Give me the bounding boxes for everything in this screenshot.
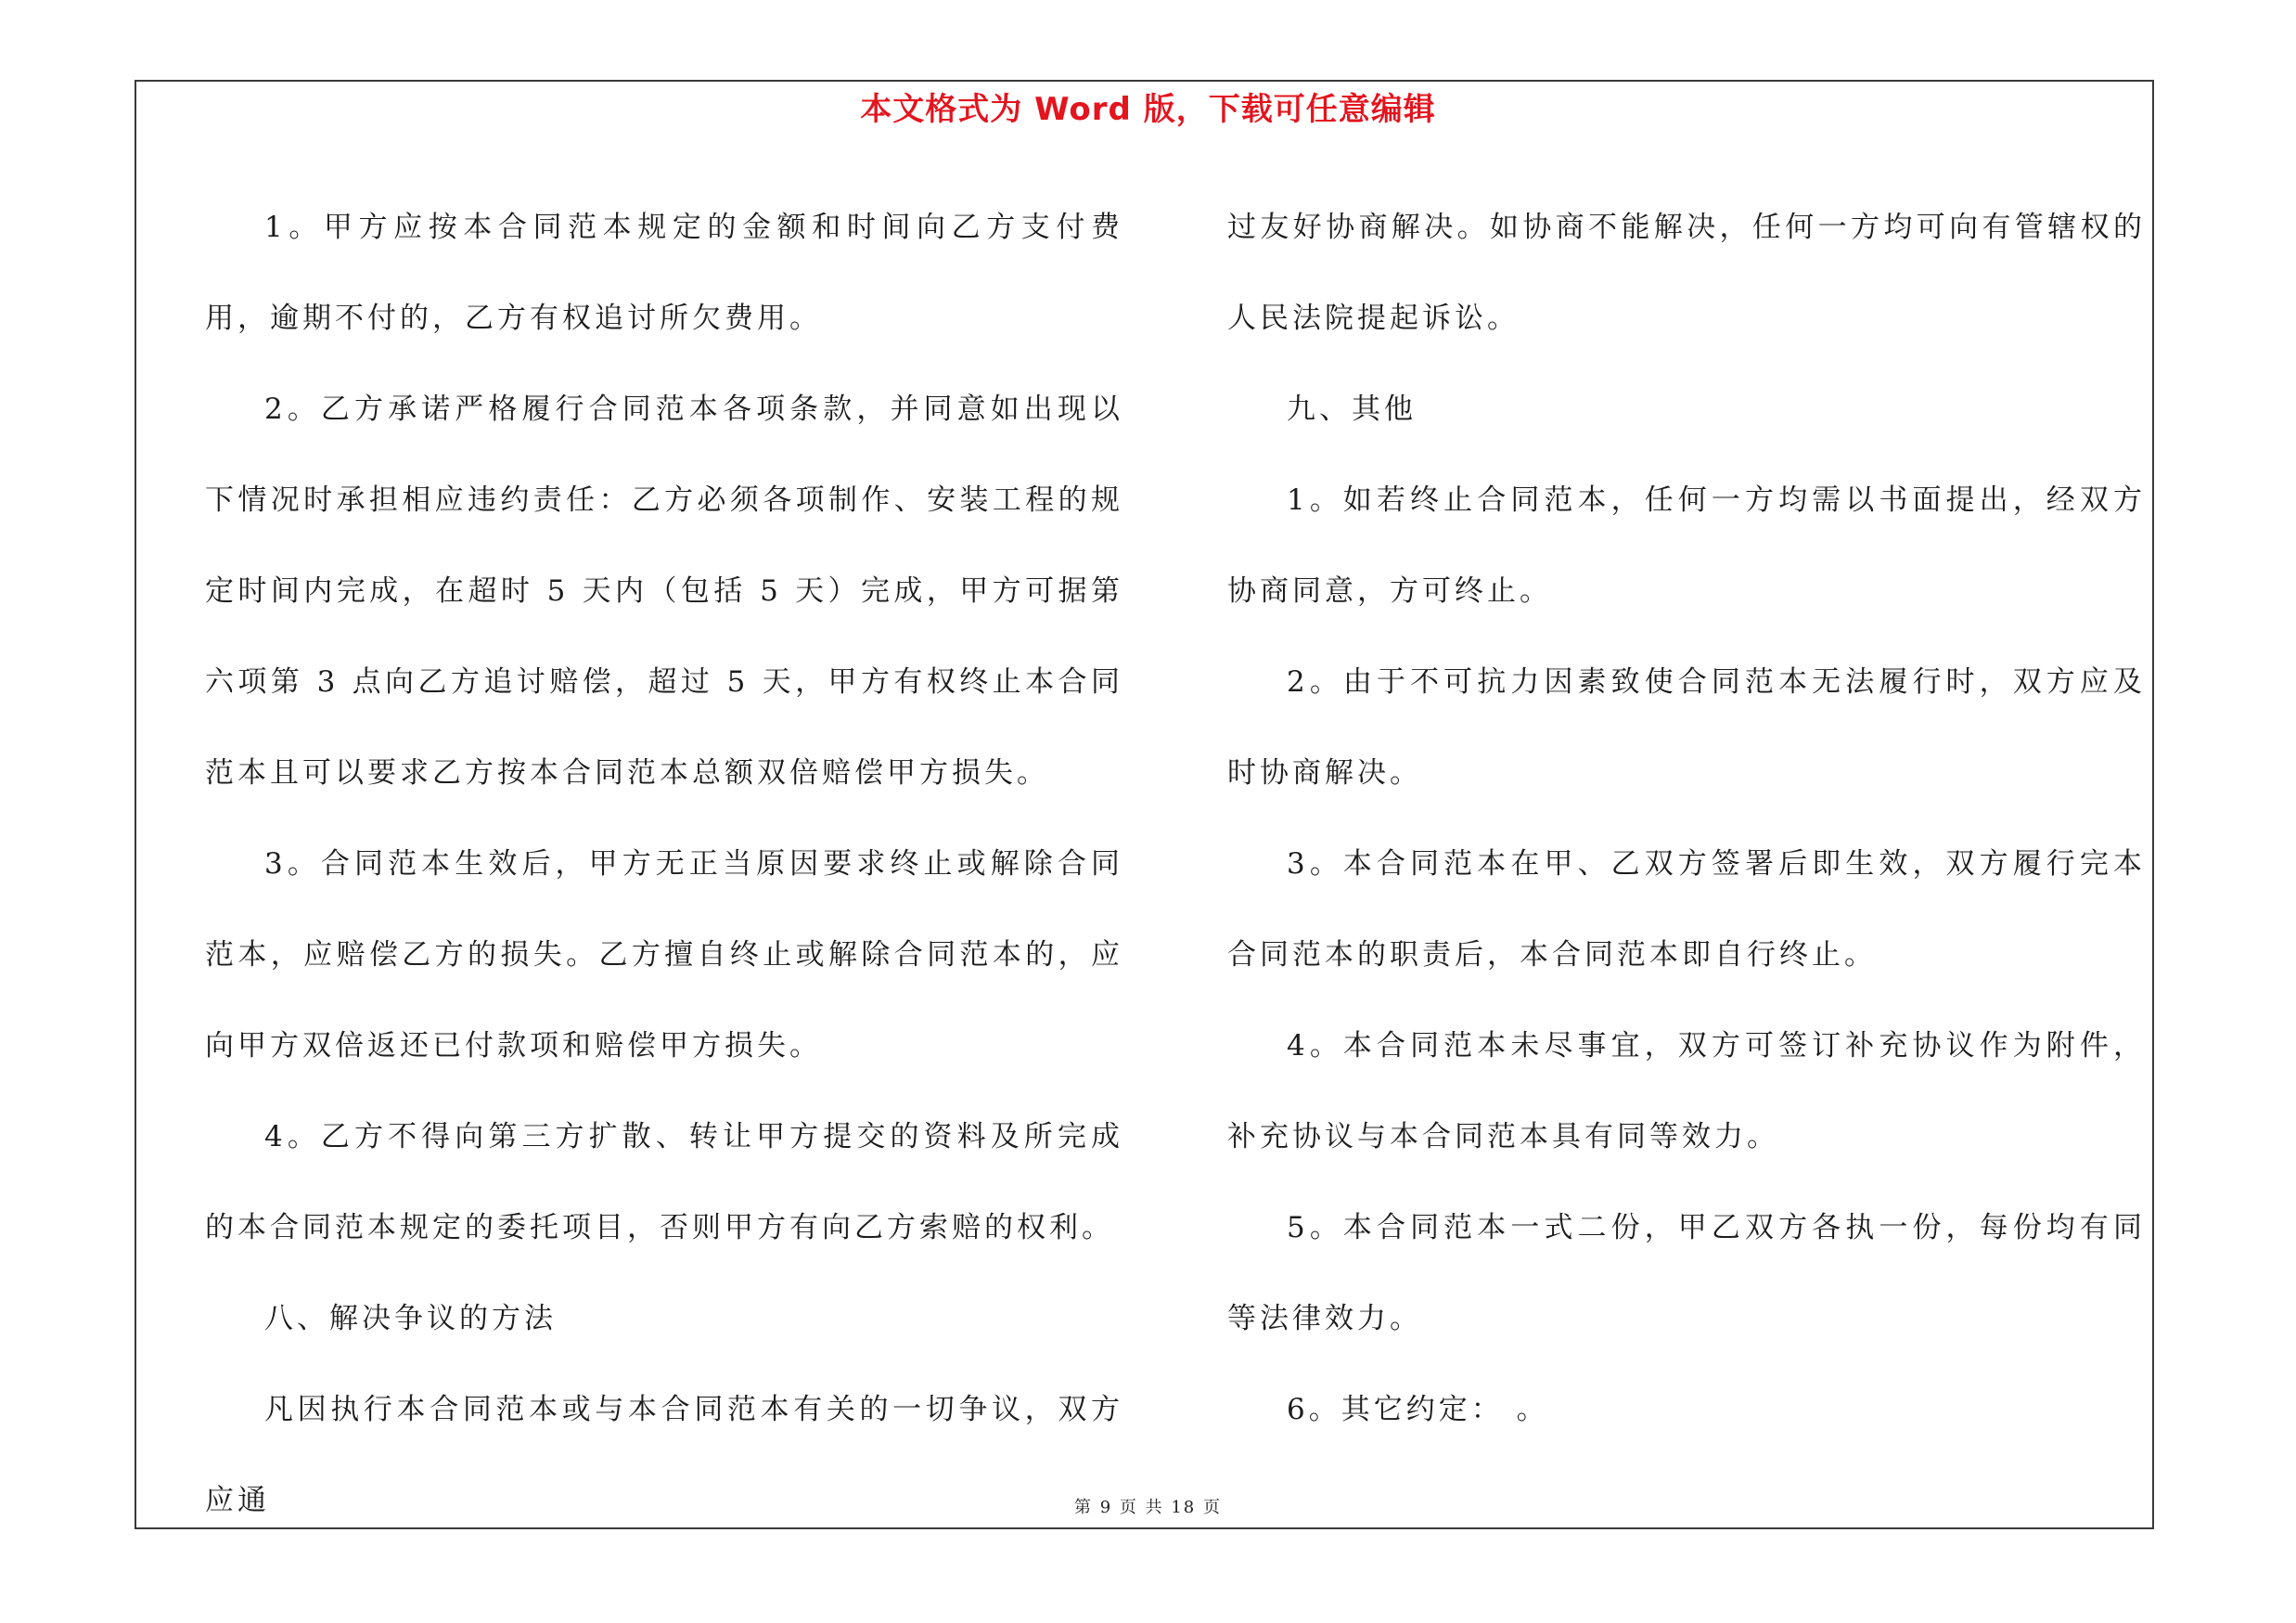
left-paragraph-1: 1。甲方应按本合同范本规定的金额和时间向乙方支付费用，逾期不付的，乙方有权追讨所欠费用。 [205, 211, 1123, 335]
section-heading-8: 八、解决争议的方法 [264, 1302, 557, 1335]
left-paragraph-3: 3。合同范本生效后，甲方无正当原因要求终止或解除合同范本，应赔偿乙方的损失。乙方擅自终止或解除合同范本的，应向甲方双倍返还已付款项和赔偿甲方损失。 [205, 847, 1123, 1063]
left-paragraph-4: 4。乙方不得向第三方扩散、转让甲方提交的资料及所完成的本合同范本规定的委托项目，否则甲方有向乙方索赔的权利。 [205, 1120, 1123, 1244]
right-paragraph-5: 5。本合同范本一式二份，甲乙双方各执一份，每份均有同等法律效力。 [1227, 1211, 2146, 1335]
right-paragraph-1: 1。如若终止合同范本，任何一方均需以书面提出，经双方协商同意，方可终止。 [1227, 483, 2146, 608]
page-number: 第 9 页 共 18 页 [1074, 1498, 1222, 1517]
right-paragraph-continuation: 过友好协商解决。如协商不能解决，任何一方均可向有管辖权的人民法院提起诉讼。 [1227, 211, 2146, 335]
right-paragraph-3: 3。本合同范本在甲、乙双方签署后即生效，双方履行完本合同范本的职责后，本合同范本即自行终止。 [1227, 847, 2146, 972]
right-paragraph-4: 4。本合同范本未尽事宜，双方可签订补充协议作为附件，补充协议与本合同范本具有同等效力。 [1227, 1029, 2146, 1153]
left-paragraph-6: 凡因执行本合同范本或与本合同范本有关的一切争议，双方应通 [205, 1393, 1123, 1517]
header-banner: 本文格式为 Word 版，下载可任意编辑 [860, 91, 1436, 128]
right-paragraph-6: 6。其它约定： 。 [1287, 1393, 1549, 1426]
section-heading-9: 九、其他 [1287, 393, 1417, 426]
right-column [1227, 182, 2146, 1455]
left-column [205, 182, 1123, 1546]
left-paragraph-2: 2。乙方承诺严格履行合同范本各项条款，并同意如出现以下情况时承担相应违约责任：乙方必须各项制作、安装工程的规定时间内完成，在超时 5 天内（包括 5 天）完成，甲方可据第六项第 3 点向乙方追讨赔偿，超过 5 天，甲方有权终止本合同范本且可以要求乙方按本合同范本总额双倍赔偿甲方损失。 [205, 393, 1123, 790]
right-paragraph-2: 2。由于不可抗力因素致使合同范本无法履行时，双方应及时协商解决。 [1227, 665, 2146, 790]
